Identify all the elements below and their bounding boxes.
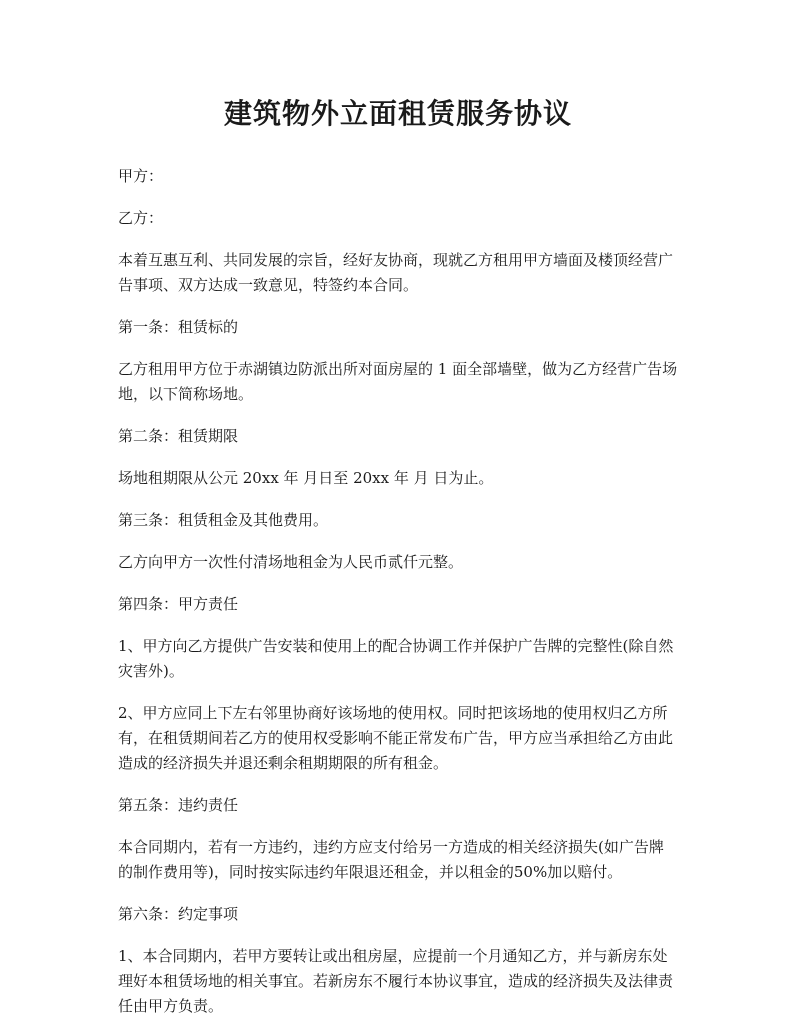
article-4-clause-1: 1、甲方向乙方提供广告安装和使用上的配合协调工作并保护广告牌的完整性(除自然灾害外)。 xyxy=(118,637,674,680)
article-2-body: 场地租期限从公元 20xx 年 月日至 20xx 年 月 日为止。 xyxy=(118,469,494,487)
party-a-line: 甲方： xyxy=(118,167,164,185)
article-1-body: 乙方租用甲方位于赤湖镇边防派出所对面房屋的 1 面全部墙壁，做为乙方经营广告场地，以下简称场地。 xyxy=(118,360,678,403)
document-title: 建筑物外立面租赁服务协议 xyxy=(223,97,572,130)
article-6-clause-1: 1、本合同期内，若甲方要转让或出租房屋，应提前一个月通知乙方，并与新房东处理好本租赁场地的相关事宜。若新房东不履行本协议事宜，造成的经济损失及法律责任由甲方负责。 xyxy=(118,947,674,1015)
article-6-heading: 第六条：约定事项 xyxy=(118,905,239,923)
article-4-clause-2: 2、甲方应同上下左右邻里协商好该场地的使用权。同时把该场地的使用权归乙方所有，在租赁期间若乙方的使用权受影响不能正常发布广告，甲方应当承担给乙方由此造成的经济损失并退还剩余租期期限的所有租金。 xyxy=(118,704,674,772)
party-b-line: 乙方： xyxy=(118,209,164,227)
preamble-paragraph: 本着互惠互利、共同发展的宗旨，经好友协商，现就乙方租用甲方墙面及楼顶经营广告事项、双方达成一致意见，特签约本合同。 xyxy=(118,251,674,294)
article-1-heading: 第一条：租赁标的 xyxy=(118,318,239,336)
article-5-heading: 第五条：违约责任 xyxy=(118,796,239,814)
article-3-body: 乙方向甲方一次性付清场地租金为人民币贰仟元整。 xyxy=(118,553,464,571)
article-2-heading: 第二条：租赁期限 xyxy=(118,427,239,445)
article-5-body: 本合同期内，若有一方违约，违约方应支付给另一方造成的相关经济损失(如广告牌的制作费用等)，同时按实际违约年限退还租金，并以租金的50%加以赔付。 xyxy=(118,838,664,881)
article-3-heading: 第三条：租赁租金及其他费用。 xyxy=(118,511,329,529)
article-4-heading: 第四条：甲方责任 xyxy=(118,595,239,613)
